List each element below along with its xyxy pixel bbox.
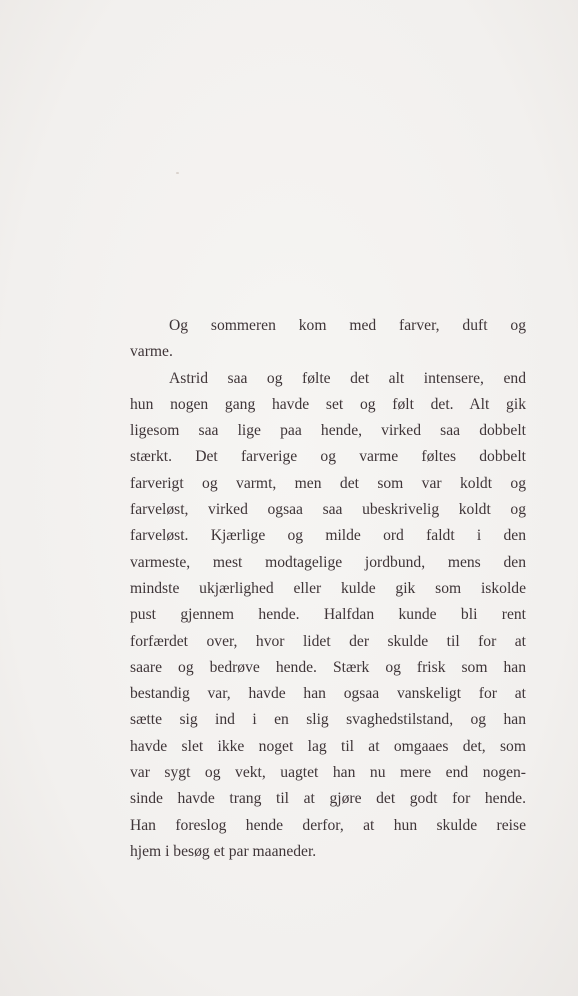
text-line: farveløst. Kjærlige og milde ord faldt i den (130, 527, 526, 545)
text-line: farverigt og varmt, men det som var koldt og (130, 474, 526, 492)
body-text (130, 313, 526, 865)
text-line: stærkt. Det farverige og varme føltes dobbelt (130, 448, 526, 466)
text-line: bestandig var, havde han ogsaa vanskeligt for at (130, 685, 526, 703)
text-line: hjem i besøg et par maaneder. (130, 842, 317, 860)
text-line: Astrid saa og følte det alt intensere, end (169, 369, 526, 387)
text-line: varme. (130, 343, 173, 361)
text-line: sætte sig ind i en slig svaghedstilstand, og han (130, 711, 526, 729)
text-line: Og sommeren kom med farver, duft og (169, 317, 526, 334)
text-line: varmeste, mest modtagelige jordbund, mens den (130, 553, 526, 571)
text-line: havde slet ikke noget lag til at omgaaes det, som (130, 737, 526, 755)
text-line: Han foreslog hende derfor, at hun skulde reise (130, 816, 526, 834)
text-line: var sygt og vekt, uagtet han nu mere end nogen- (130, 764, 526, 782)
text-line: forfærdet over, hvor lidet der skulde til for at (130, 632, 526, 650)
text-line: pust gjennem hende. Halfdan kunde bli rent (130, 606, 526, 624)
text-line: sinde havde trang til at gjøre det godt for hende. (130, 790, 526, 808)
text-line: mindste ukjærlighed eller kulde gik som iskolde (130, 579, 526, 597)
text-line: farveløst, virked ogsaa saa ubeskrivelig koldt og (130, 501, 526, 519)
paper-speck (176, 172, 179, 174)
text-line: hun nogen gang havde set og følt det. Alt gik (130, 395, 526, 413)
text-line: saare og bedrøve hende. Stærk og frisk som han (130, 658, 526, 676)
text-line: ligesom saa lige paa hende, virked saa dobbelt (130, 422, 526, 440)
